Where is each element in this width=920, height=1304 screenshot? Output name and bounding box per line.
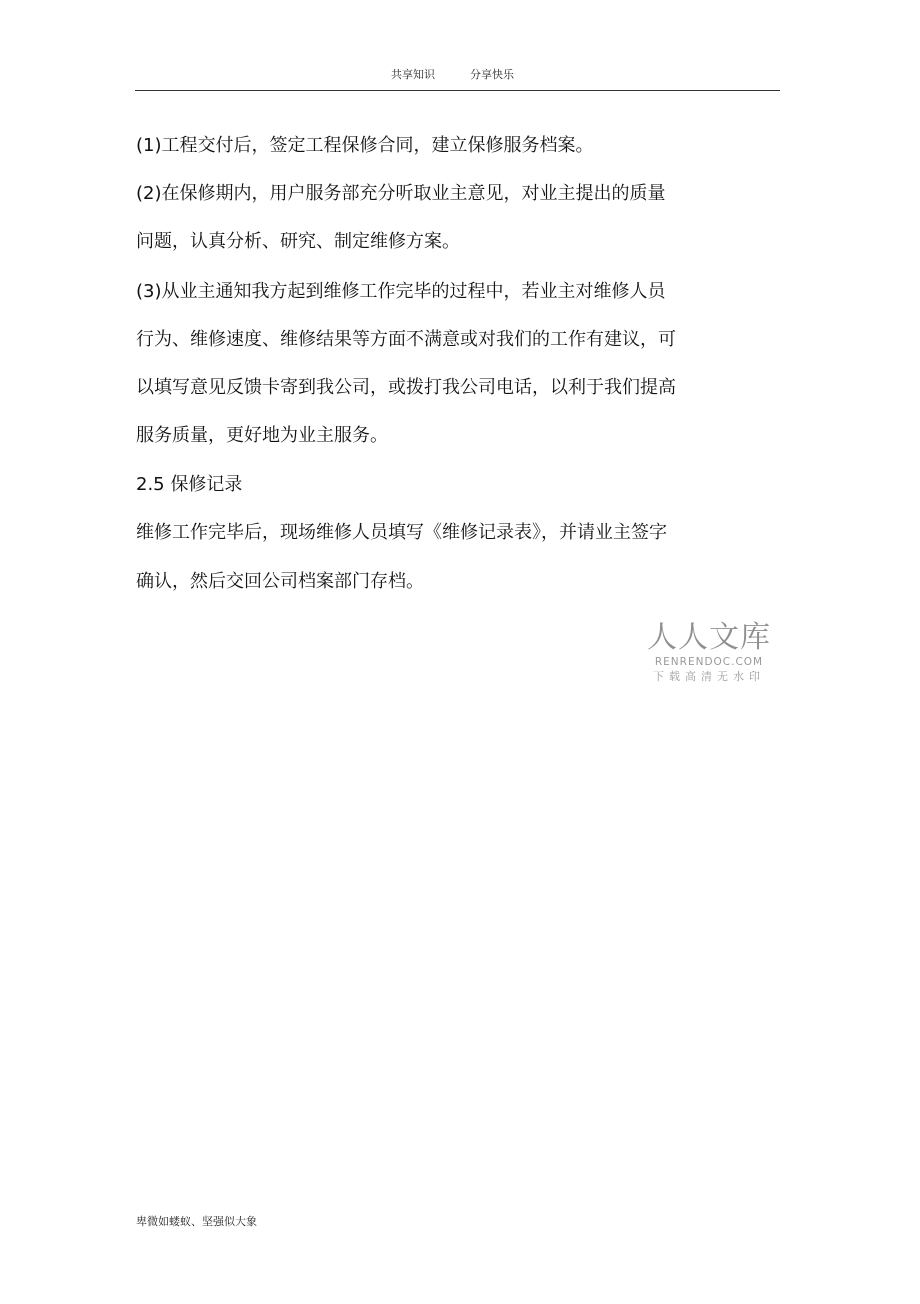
body-line-5: 行为、维修速度、维修结果等方面不满意或对我们的工作有建议，可 (136, 329, 676, 350)
watermark-logo-text: 人人文库 (647, 620, 771, 655)
body-line-4: (3)从业主通知我方起到维修工作完毕的过程中，若业主对维修人员 (136, 281, 666, 302)
page-footer: 卑微如蝼蚁、坚强似大象 (136, 1215, 257, 1228)
page-header (135, 64, 780, 91)
watermark-logo (646, 620, 772, 686)
body-line-6: 以填写意见反馈卡寄到我公司，或拨打我公司电话，以利于我们提高 (136, 377, 676, 398)
body-line-3: 问题，认真分析、研究、制定维修方案。 (136, 231, 460, 252)
body-line-9: 确认，然后交回公司档案部门存档。 (136, 571, 424, 592)
body-line-7: 服务质量，更好地为业主服务。 (136, 425, 388, 446)
body-line-1: (1)工程交付后，签定工程保修合同，建立保修服务档案。 (136, 135, 594, 156)
watermark-tagline: 下载高清无水印 (653, 670, 765, 683)
header-left-text: 共享知识 (391, 68, 435, 81)
watermark-site-text: RENRENDOC.COM (654, 656, 764, 668)
section-heading: 2.5 保修记录 (136, 474, 243, 495)
body-line-2: (2)在保修期内，用户服务部充分听取业主意见，对业主提出的质量 (136, 183, 666, 204)
body-line-8: 维修工作完毕后，现场维修人员填写《维修记录表》，并请业主签字 (136, 522, 667, 543)
header-right-text: 分享快乐 (470, 68, 514, 81)
